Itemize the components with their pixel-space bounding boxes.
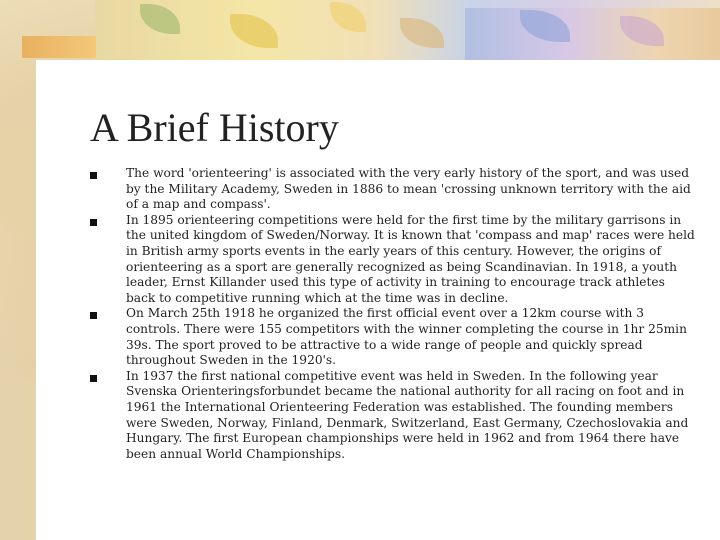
slide-title: A Brief History	[90, 105, 339, 150]
list-item	[90, 306, 695, 368]
square-bullet-icon	[90, 219, 97, 226]
banner-tile-orange	[22, 36, 96, 58]
banner-tile-blue	[465, 8, 720, 60]
bullet-text: In 1895 orienteering competitions were held for the first time by the military garrisons in the united kingdom of Sweden/Norway. It is known that 'compass and map' races were held in British army sports events in the early years of this century. However, the origins of orienteering as a sport are generally recognized as being Scandinavian. In 1918, a youth leader, Ernst Killander used this type of activity in training to encourage track athletes back to competitive running which at the time was in decline.	[126, 212, 695, 305]
bullet-text: On March 25th 1918 he organized the first official event over a 12km course with 3 controls. There were 155 competitors with the winner completing the course in 1hr 25min 39s. The sport proved to be attractive to a wide range of people and quickly spread throughout Sweden in the 1920's.	[126, 306, 687, 368]
square-bullet-icon	[90, 375, 97, 382]
bullet-text: The word 'orienteering' is associated with the very early history of the sport, and was used by the Military Academy, Sweden in 1886 to mean 'crossing unknown territory with the aid of a map and compass'.	[126, 166, 691, 212]
bullet-list	[90, 166, 695, 462]
list-item	[90, 213, 695, 307]
list-item	[90, 369, 695, 463]
square-bullet-icon	[90, 312, 97, 319]
bullet-text: In 1937 the first national competitive event was held in Sweden. In the following year Svenska Orienteringsforbundet became the national authority for all racing on foot and in 1961 the International Orienteering Federation was established. The founding members were Sweden, Norway, Finland, Denmark, Switzerland, East Germany, Czechoslovakia and Hungary. The first European championships were held in 1962 and from 1964 there have been annual World Championships.	[126, 368, 689, 461]
square-bullet-icon	[90, 172, 97, 179]
list-item	[90, 166, 695, 213]
